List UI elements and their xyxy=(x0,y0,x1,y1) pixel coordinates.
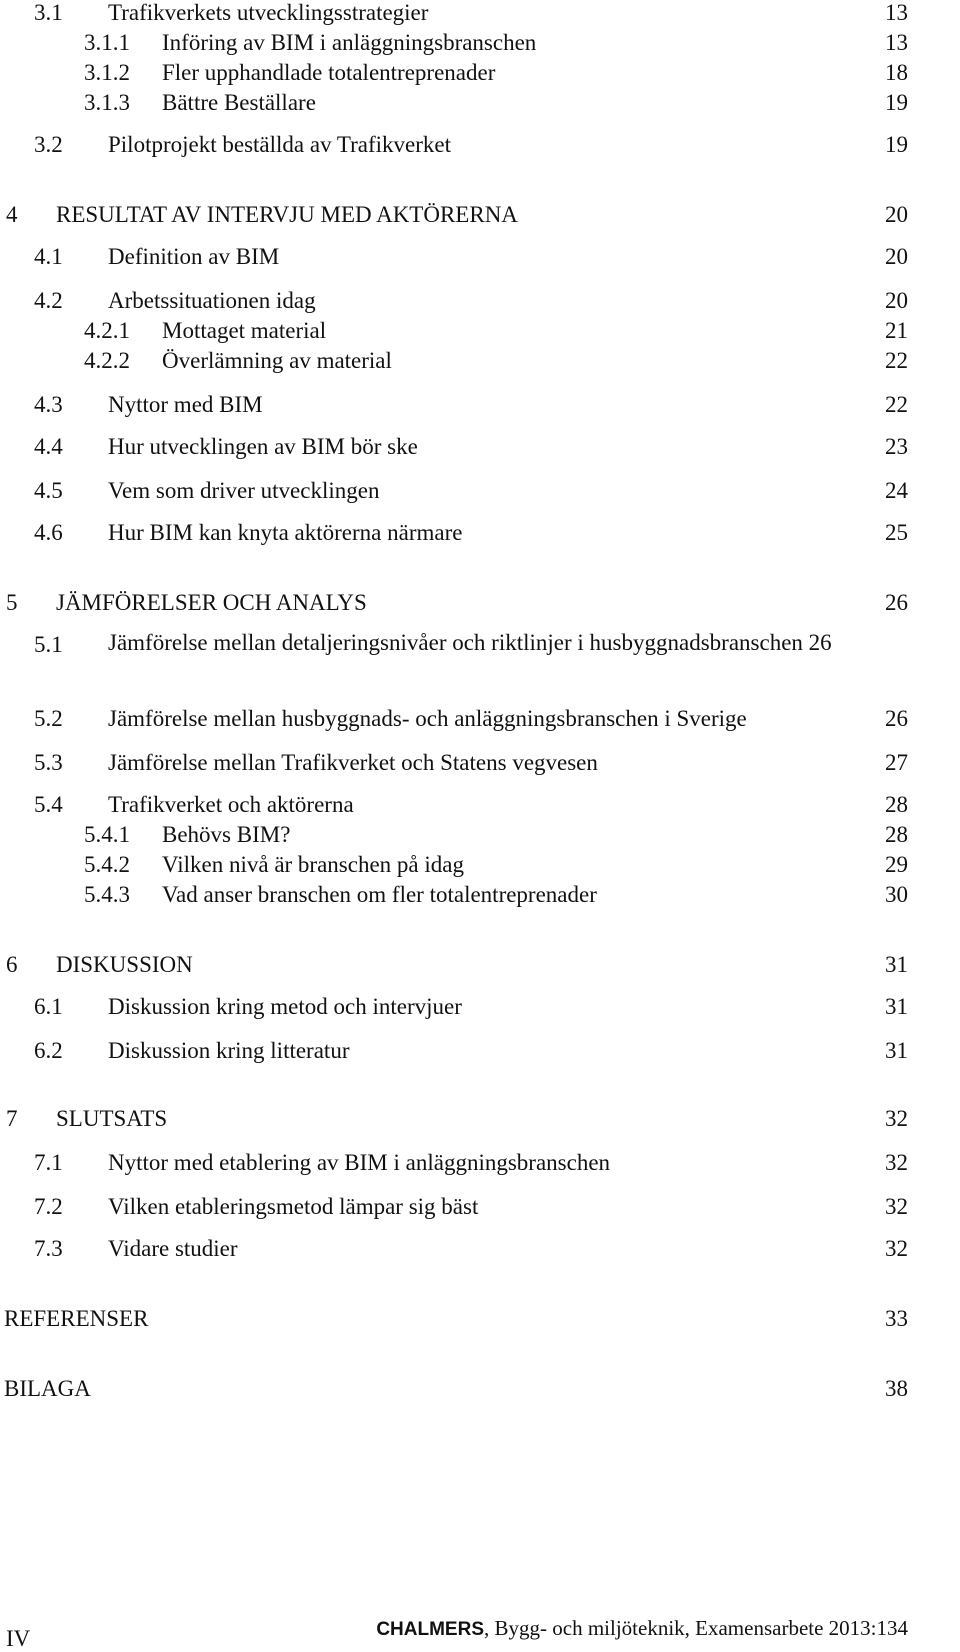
toc-entry-title: Vidare studier xyxy=(108,1236,238,1261)
toc-entry-number: 7.2 xyxy=(34,1194,63,1219)
toc-entry-number: 3.1.1 xyxy=(84,30,130,55)
toc-entry-page: 31 xyxy=(885,994,908,1019)
toc-entry-page: 23 xyxy=(885,434,908,459)
toc-entry-title: Nyttor med etablering av BIM i anläggningsbranschen xyxy=(108,1150,611,1175)
footer-rest: , Bygg- och miljöteknik, Examensarbete 2013:134 xyxy=(484,1616,908,1640)
toc-entry-title: Trafikverket och aktörerna xyxy=(108,792,354,817)
toc-entry-number: 5.1 xyxy=(34,632,63,657)
toc-entry-page: 22 xyxy=(885,392,908,417)
toc-entry-page: 32 xyxy=(885,1150,908,1175)
toc-entry-page: 29 xyxy=(885,852,908,877)
toc-entry-number: 5.2 xyxy=(34,706,63,731)
toc-entry-title: Bättre Beställare xyxy=(162,90,316,115)
toc-entry-page: 30 xyxy=(885,882,908,907)
toc-entry[interactable] xyxy=(0,344,960,378)
toc-entry-number: 4.2 xyxy=(34,288,63,313)
toc-entry[interactable] xyxy=(0,128,960,162)
toc-entry-title: Jämförelse mellan Trafikverket och Statens vegvesen xyxy=(108,750,598,775)
toc-entry-title: Vilken nivå är branschen på idag xyxy=(162,852,464,877)
toc-entry[interactable] xyxy=(0,56,960,90)
toc-entry-page: 26 xyxy=(885,590,908,615)
toc-entry-page: 20 xyxy=(885,288,908,313)
toc-entry-title: Vad anser branschen om fler totalentreprenader xyxy=(162,882,597,907)
toc-entry-number: 5 xyxy=(6,590,18,615)
toc-entry-page: 13 xyxy=(885,0,908,25)
toc-entry-title: Jämförelse mellan husbyggnads- och anläggningsbranschen i Sverige xyxy=(108,706,747,731)
toc-entry-page: 21 xyxy=(885,318,908,343)
toc-entry[interactable] xyxy=(0,388,960,422)
toc-entry-title: Diskussion kring litteratur xyxy=(108,1038,350,1063)
toc-entry-number: 4.2.2 xyxy=(84,348,130,373)
toc-entry-number: 4.4 xyxy=(34,434,63,459)
toc-entry[interactable] xyxy=(0,516,960,550)
toc-entry-page: 32 xyxy=(885,1194,908,1219)
toc-entry[interactable] xyxy=(0,1190,960,1224)
toc-entry[interactable] xyxy=(0,26,960,60)
toc-entry[interactable] xyxy=(0,198,960,232)
toc-entry-title: Diskussion kring metod och intervjuer xyxy=(108,994,462,1019)
toc-entry-title: Trafikverkets utvecklingsstrategier xyxy=(108,0,429,25)
toc-entry[interactable] xyxy=(0,474,960,508)
toc-entry-page: 26 xyxy=(885,706,908,731)
toc-entry-number: 4 xyxy=(6,202,18,227)
toc-entry[interactable] xyxy=(0,628,960,662)
toc-entry-page: 19 xyxy=(885,90,908,115)
toc-entry[interactable] xyxy=(0,878,960,912)
toc-entry-number: 4.6 xyxy=(34,520,63,545)
toc-entry-page: 32 xyxy=(885,1106,908,1131)
toc-entry[interactable] xyxy=(0,746,960,780)
toc-entry-number: 3.1.3 xyxy=(84,90,130,115)
toc-entry-number: 6 xyxy=(6,952,18,977)
toc-entry[interactable] xyxy=(0,788,960,822)
toc-entry-page: 22 xyxy=(885,348,908,373)
toc-entry-page: 32 xyxy=(885,1236,908,1261)
toc-entry[interactable] xyxy=(0,586,960,620)
toc-entry-page: 31 xyxy=(885,952,908,977)
toc-entry-page: 19 xyxy=(885,132,908,157)
toc-entry-title: Pilotprojekt beställda av Trafikverket xyxy=(108,132,452,157)
toc-entry-title: Vilken etableringsmetod lämpar sig bäst xyxy=(108,1194,479,1219)
toc-entry-title: Vem som driver utvecklingen xyxy=(108,478,380,503)
toc-entry[interactable] xyxy=(0,1232,960,1266)
toc-entry-title: Införing av BIM i anläggningsbranschen xyxy=(162,30,537,55)
toc-entry-title: Nyttor med BIM xyxy=(108,392,263,417)
toc-entry-title: Jämförelse mellan detaljeringsnivåer och riktlinjer i husbyggnadsbranschen 26 xyxy=(108,630,832,655)
toc-entry[interactable] xyxy=(0,702,960,736)
toc-entry-title: Fler upphandlade totalentreprenader xyxy=(162,60,496,85)
toc-entry-number: 5.4.2 xyxy=(84,852,130,877)
toc-entry[interactable] xyxy=(0,240,960,274)
toc-entry[interactable] xyxy=(0,848,960,882)
toc-entry-number: 3.2 xyxy=(34,132,63,157)
toc-entry-page: 38 xyxy=(885,1376,908,1401)
toc-entry-number: 3.1.2 xyxy=(84,60,130,85)
toc-entry-page: 28 xyxy=(885,822,908,847)
toc-entry-page: 33 xyxy=(885,1306,908,1331)
toc-entry-number: 5.3 xyxy=(34,750,63,775)
toc-entry-title: Hur utvecklingen av BIM bör ske xyxy=(108,434,418,459)
toc-entry-title: Arbetssituationen idag xyxy=(108,288,316,313)
toc-entry-page: 20 xyxy=(885,202,908,227)
toc-entry-number: 5.4 xyxy=(34,792,63,817)
toc-entry-number: 6.1 xyxy=(34,994,63,1019)
toc-entry-title: JÄMFÖRELSER OCH ANALYS xyxy=(56,590,367,615)
footer-text xyxy=(376,1616,908,1641)
toc-entry-number: 7 xyxy=(6,1106,18,1131)
toc-entry-title: DISKUSSION xyxy=(56,952,193,977)
page-number: IV xyxy=(6,1626,31,1651)
toc-entry-page: 25 xyxy=(885,520,908,545)
toc-entry[interactable] xyxy=(0,86,960,120)
toc-entry-title: Hur BIM kan knyta aktörerna närmare xyxy=(108,520,463,545)
toc-entry-number: 4.1 xyxy=(34,244,63,269)
toc-entry[interactable] xyxy=(0,430,960,464)
toc-entry[interactable] xyxy=(0,1034,960,1068)
toc-entry[interactable] xyxy=(0,1146,960,1180)
toc-entry-title: Överlämning av material xyxy=(162,348,392,373)
toc-entry[interactable] xyxy=(0,284,960,318)
toc-entry-title: Mottaget material xyxy=(162,318,327,343)
toc-entry-title: RESULTAT AV INTERVJU MED AKTÖRERNA xyxy=(56,202,518,227)
toc-entry-page: 31 xyxy=(885,1038,908,1063)
toc-entry-page: 27 xyxy=(885,750,908,775)
toc-entry-title: Behövs BIM? xyxy=(162,822,291,847)
toc-entry-page: 20 xyxy=(885,244,908,269)
toc-entry-title: SLUTSATS xyxy=(56,1106,168,1131)
toc-entry-number: 7.1 xyxy=(34,1150,63,1175)
toc-entry-number: 4.3 xyxy=(34,392,63,417)
toc-entry[interactable] xyxy=(0,1302,960,1336)
toc-entry-page: 24 xyxy=(885,478,908,503)
toc-entry-number: 3.1 xyxy=(34,0,63,25)
toc-entry-page: 13 xyxy=(885,30,908,55)
toc-entry-number: 5.4.1 xyxy=(84,822,130,847)
toc-entry-number: 7.3 xyxy=(34,1236,63,1261)
toc-entry-number: 4.5 xyxy=(34,478,63,503)
footer-brand: CHALMERS xyxy=(376,1619,484,1640)
toc-entry-number: 5.4.3 xyxy=(84,882,130,907)
toc-entry-number: 6.2 xyxy=(34,1038,63,1063)
toc-entry[interactable] xyxy=(0,314,960,348)
toc-entry-title: Definition av BIM xyxy=(108,244,280,269)
page-footer xyxy=(0,1614,960,1650)
toc-entry[interactable] xyxy=(0,1372,960,1406)
toc-entry-title: REFERENSER xyxy=(4,1306,149,1331)
toc-entry-page: 28 xyxy=(885,792,908,817)
toc-entry[interactable] xyxy=(0,818,960,852)
toc-entry[interactable] xyxy=(0,990,960,1024)
toc-entry[interactable] xyxy=(0,1102,960,1136)
toc-entry-title: BILAGA xyxy=(4,1376,91,1401)
toc-entry-number: 4.2.1 xyxy=(84,318,130,343)
toc-entry-page: 18 xyxy=(885,60,908,85)
toc-entry[interactable] xyxy=(0,948,960,982)
